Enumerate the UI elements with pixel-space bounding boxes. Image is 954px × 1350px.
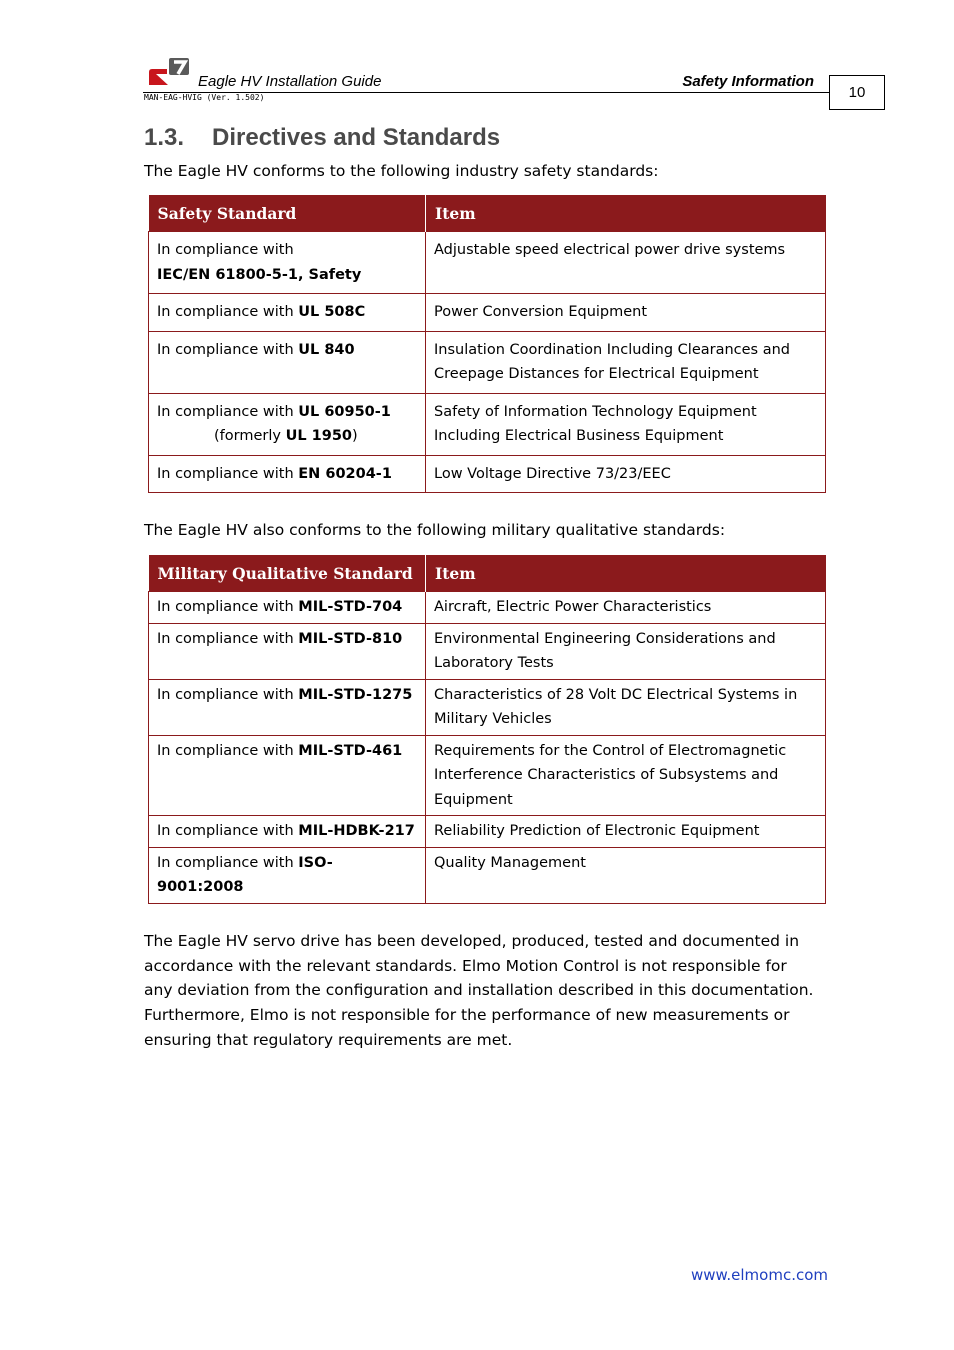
item-cell: Insulation Coordination Including Clearances and Creepage Distances for Electrical Equipment [426, 331, 826, 393]
standard-id: UL 840 [298, 341, 355, 358]
section-title: Directives and Standards [212, 124, 501, 151]
table-row [149, 679, 826, 735]
safety-standards-table [148, 195, 826, 493]
table-row [149, 735, 826, 816]
header-section-name: Safety Information [682, 73, 814, 90]
column-header: Item [426, 555, 826, 592]
table-row [149, 816, 826, 848]
item-cell: Characteristics of 28 Volt DC Electrical Systems in Military Vehicles [426, 679, 826, 735]
table-row [149, 847, 826, 903]
standard-id: EN 60204-1 [298, 465, 392, 482]
standard-cell: In compliance with MIL-STD-704 [149, 592, 426, 624]
closing-paragraph: The Eagle HV servo drive has been developed, produced, tested and documented in accordance with the relevant standards. Elmo Motion Control is not responsible for any deviation from the configuration and installation described in this documentation. Furthermore, Elmo is not responsible for the performance of new measurements or ensuring that regulatory requirements are met. [144, 932, 814, 1049]
standard-cell: In compliance with IEC/EN 61800-5-1, Safety [149, 232, 426, 294]
standard-cell: In compliance with EN 60204-1 [149, 455, 426, 493]
footer-website-link[interactable]: www.elmomc.com [690, 1266, 828, 1284]
column-header: Item [426, 195, 826, 232]
table-row [149, 232, 826, 294]
standard-id: UL 508C [298, 304, 366, 320]
item-cell: Environmental Engineering Considerations and Laboratory Tests [426, 623, 826, 679]
standard-id: UL 1950 [285, 428, 352, 444]
intro-military-text: The Eagle HV also conforms to the following military qualitative standards: [144, 521, 726, 539]
standard-cell: In compliance with MIL-STD-810 [149, 623, 426, 679]
section-heading [144, 124, 500, 152]
standard-cell: In compliance with UL 840 [149, 331, 426, 393]
table-header-row [149, 195, 826, 232]
standard-id: ISO-9001:2008 [157, 854, 333, 895]
table-row [149, 393, 826, 455]
header-doc-title: Eagle HV Installation Guide [198, 73, 382, 90]
column-header: Safety Standard [149, 195, 426, 232]
military-standards-table [148, 555, 826, 904]
column-header: Military Qualitative Standard [149, 555, 426, 592]
standard-id: MIL-STD-461 [298, 742, 403, 759]
table-row [149, 623, 826, 679]
standard-id: IEC/EN 61800-5-1, Safety [157, 266, 362, 283]
standard-cell: In compliance with UL 60950-1 (formerly UL 1950) [149, 393, 426, 455]
item-cell: Quality Management [426, 847, 826, 903]
standard-id: UL 60950-1 [298, 403, 391, 420]
standard-cell: In compliance with ISO-9001:2008 [149, 847, 426, 903]
elmo-logo-icon [148, 58, 190, 88]
item-cell: Reliability Prediction of Electronic Equipment [426, 816, 826, 848]
standard-id: MIL-STD-704 [298, 599, 403, 615]
standard-id: MIL-STD-1275 [298, 686, 413, 703]
item-cell: Aircraft, Electric Power Characteristics [426, 592, 826, 624]
table-row [149, 331, 826, 393]
section-number: 1.3. [144, 124, 185, 151]
item-cell: Safety of Information Technology Equipment Including Electrical Business Equipment [426, 393, 826, 455]
table-header-row [149, 555, 826, 592]
table-row [149, 455, 826, 493]
item-cell: Power Conversion Equipment [426, 294, 826, 332]
standard-cell: In compliance with UL 508C [149, 294, 426, 332]
table-row [149, 294, 826, 332]
page-number: 10 [829, 75, 885, 110]
header-version: MAN-EAG-HVIG (Ver. 1.502) [144, 93, 265, 102]
item-cell: Low Voltage Directive 73/23/EEC [426, 455, 826, 493]
standard-cell: In compliance with MIL-HDBK-217 [149, 816, 426, 848]
standard-id: MIL-HDBK-217 [298, 823, 415, 839]
item-cell: Requirements for the Control of Electromagnetic Interference Characteristics of Subsystems and Equipment [426, 735, 826, 816]
standard-cell: In compliance with MIL-STD-461 [149, 735, 426, 816]
standard-id: MIL-STD-810 [298, 630, 403, 647]
intro-safety-text: The Eagle HV conforms to the following industry safety standards: [144, 162, 659, 180]
standard-cell: In compliance with MIL-STD-1275 [149, 679, 426, 735]
table-row [149, 592, 826, 624]
item-cell: Adjustable speed electrical power drive systems [426, 232, 826, 294]
